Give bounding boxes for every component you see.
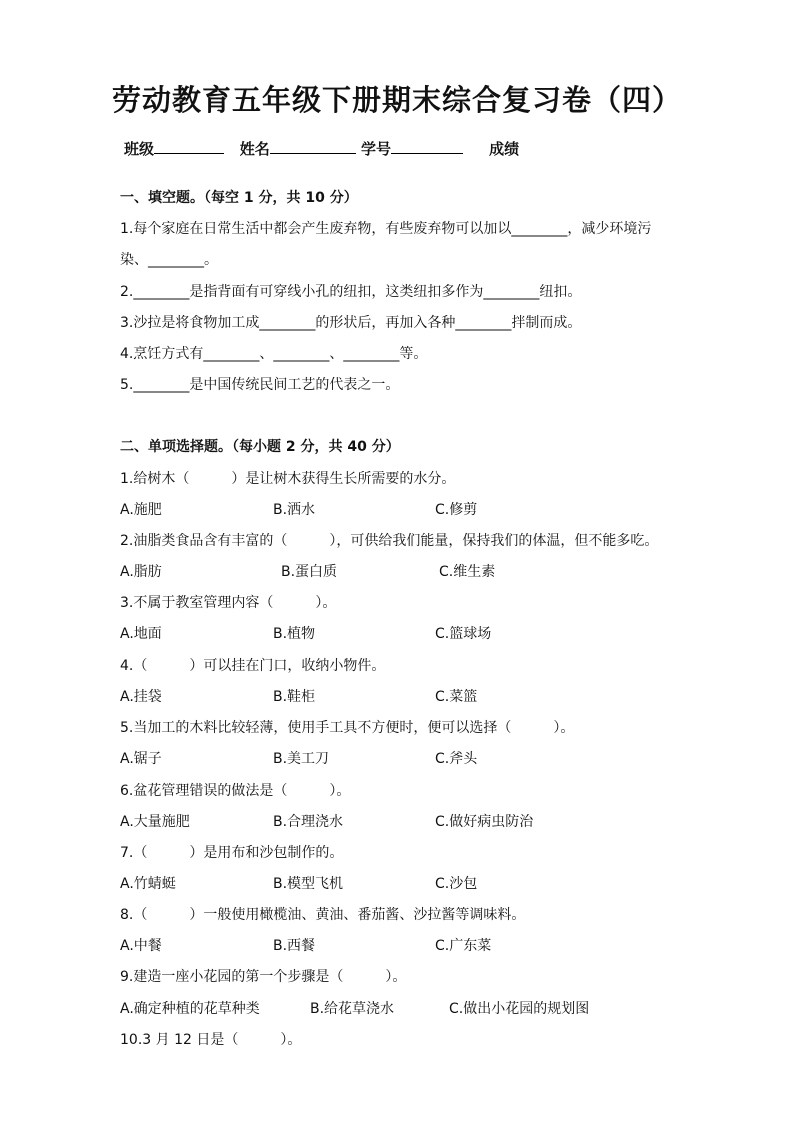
choice-q8-option-c: C.广东菜	[435, 938, 492, 954]
choice-q2-option-a: A.脂肪	[120, 564, 162, 580]
choice-q5-option-c: C.斧头	[435, 751, 478, 767]
choice-q7-option-c: C.沙包	[435, 876, 478, 892]
student-info-row	[124, 138, 519, 159]
choice-q3-option-b: B.植物	[273, 626, 316, 642]
fill-q2: 2.________是指背面有可穿线小孔的纽扣，这类纽扣多作为________纽扣。	[120, 284, 582, 300]
section1-heading: 一、填空题。（每空 1 分，共 10 分）	[120, 190, 358, 206]
section2-heading: 二、单项选择题。（每小题 2 分，共 40 分）	[120, 439, 400, 455]
choice-q6-option-b: B.合理浇水	[273, 814, 344, 830]
choice-q9-option-a: A.确定种植的花草种类	[120, 1001, 260, 1017]
fill-q5: 5.________是中国传统民间工艺的代表之一。	[120, 377, 400, 393]
choice-q7-option-a: A.竹蜻蜓	[120, 876, 176, 892]
class-label: 班级	[124, 140, 155, 158]
choice-q8-option-b: B.西餐	[273, 938, 316, 954]
choice-q4-stem: 4.（ ）可以挂在门口，收纳小物件。	[120, 658, 386, 674]
choice-q3-option-a: A.地面	[120, 626, 162, 642]
choice-q10-stem: 10.3 月 12 日是（ ）。	[120, 1032, 302, 1048]
choice-q3-option-c: C.篮球场	[435, 626, 492, 642]
name-label: 姓名	[239, 140, 270, 158]
choice-q3-stem: 3.不属于教室管理内容（ ）。	[120, 595, 337, 611]
choice-q1-option-c: C.修剪	[435, 502, 478, 518]
page-title: 劳动教育五年级下册期末综合复习卷（四）	[111, 83, 682, 117]
choice-q4-option-a: A.挂袋	[120, 689, 162, 705]
choice-q8-stem: 8.（ ）一般使用橄榄油、黄油、番茄酱、沙拉酱等调味料。	[120, 907, 526, 923]
choice-q6-option-c: C.做好病虫防治	[435, 814, 534, 830]
choice-q4-option-b: B.鞋柜	[273, 689, 316, 705]
score-label: 成绩	[489, 140, 520, 158]
fill-q4: 4.烹饪方式有________、________、________等。	[120, 346, 428, 362]
id-label: 学号	[360, 140, 391, 158]
choice-q2-stem: 2.油脂类食品含有丰富的（ ），可供给我们能量，保持我们的体温，但不能多吃。	[120, 533, 659, 549]
choice-q9-option-c: C.做出小花园的规划图	[449, 1001, 590, 1017]
fill-q1-line2: 染、________。	[120, 252, 218, 268]
choice-q1-stem: 1.给树木（ ）是让树木获得生长所需要的水分。	[120, 471, 456, 487]
class-blank	[154, 139, 224, 154]
choice-q8-option-a: A.中餐	[120, 938, 162, 954]
choice-q7-option-b: B.模型飞机	[273, 876, 344, 892]
id-blank	[391, 139, 463, 154]
fill-q3: 3.沙拉是将食物加工成________的形状后，再加入各种________拌制而成。	[120, 315, 582, 331]
choice-q2-option-c: C.维生素	[439, 564, 496, 580]
name-blank	[270, 139, 356, 154]
choice-q5-stem: 5.当加工的木料比较轻薄，使用手工具不方便时，便可以选择（ ）。	[120, 720, 575, 736]
choice-q6-option-a: A.大量施肥	[120, 814, 190, 830]
choice-q5-option-a: A.锯子	[120, 751, 162, 767]
choice-q2-option-b: B.蛋白质	[281, 564, 338, 580]
choice-q7-stem: 7.（ ）是用布和沙包制作的。	[120, 845, 344, 861]
choice-q4-option-c: C.菜篮	[435, 689, 478, 705]
choice-q1-option-b: B.洒水	[273, 502, 316, 518]
fill-q1-line1: 1.每个家庭在日常生活中都会产生废弃物，有些废弃物可以加以________，减少环境污	[120, 221, 652, 237]
choice-q5-option-b: B.美工刀	[273, 751, 330, 767]
choice-q1-option-a: A.施肥	[120, 502, 162, 518]
choice-q9-stem: 9.建造一座小花园的第一个步骤是（ ）。	[120, 969, 407, 985]
choice-q6-stem: 6.盆花管理错误的做法是（ ）。	[120, 783, 351, 799]
choice-q9-option-b: B.给花草浇水	[310, 1001, 395, 1017]
